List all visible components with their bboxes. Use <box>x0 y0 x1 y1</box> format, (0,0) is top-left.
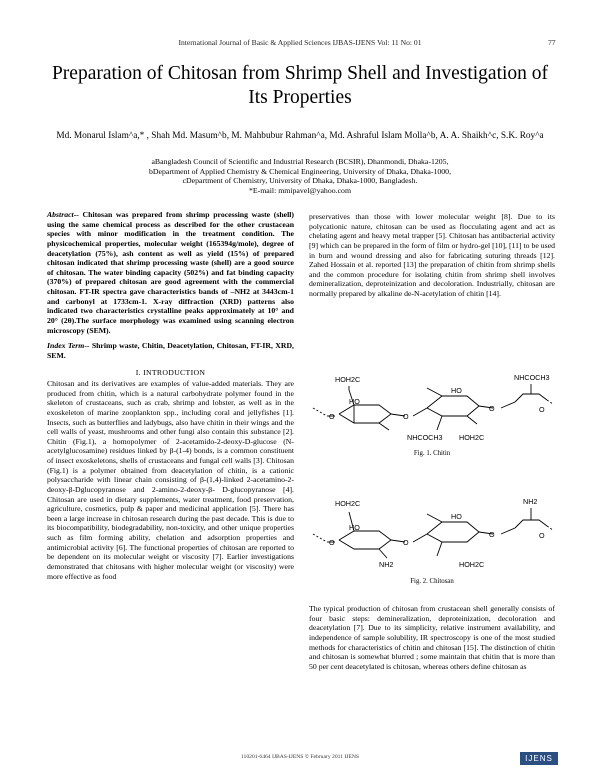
right-column <box>309 212 555 299</box>
affiliation-c: cDepartment of Chemistry, University of Dhaka, Dhaka-1000, Bangladesh. <box>182 176 418 186</box>
chitosan-label-nh2-top: NH2 <box>523 497 538 506</box>
affiliations <box>80 157 520 195</box>
chitosan-label-hoh2c-top: HOH2C <box>335 499 361 508</box>
abstract <box>47 210 294 335</box>
figure-chitosan <box>309 490 555 585</box>
section-heading: I. INTRODUCTION <box>135 368 206 378</box>
chitosan-structure-diagram <box>309 490 555 572</box>
right-paragraph-2: The typical production of chitosan from crustacean shell generally consists of four basic steps: demineralization, deproteinization, decoloration and deacetylation [7]. Due to its simplicity, relative instrument availability, and independence of sample solubility, IR spectroscopy is one of the most studied methods for characteristics of chitin and chitosan [15]. The distinction of chitin and chitosan is somewhat blurred ; some maintain that chitin that is more than 50 per cent deacetylated is chitosan, whereas others define chitosan as <box>309 604 555 671</box>
chitosan-label-o-1: O <box>329 538 335 547</box>
ijens-logo: IJENS <box>520 752 558 765</box>
figure-2-caption: Fig. 2. Chitosan <box>410 578 454 585</box>
chitin-label-o-4: O <box>539 405 545 414</box>
right-paragraph-1: preservatives than those with lower molecular weight [8]. Due to its polycationic nature, chitosan can be used as flocculating agent and act as chelating agent and heavy metal trapper [5]. Chitosan has antibacterial activity [9] which can be prepared in the form of film or hydro-gel [10], [11] to be used in burn and wound dressing and also for fabricating suturing threads [12]. Zahed Hossain et al. reported [13] the preparation of chitin from shrimp shells and the common procedure for isolating chitin from shrimp shell involves demineralization, deproteinization and decoloration. Industrially, chitosan are normally prepared by alkaline de-N-acetylation of chitin [14]. <box>309 212 555 298</box>
paper-title: Preparation of Chitosan from Shrimp Shell and Investigation of Its Properties <box>51 63 549 108</box>
chitin-label-o-2: O <box>403 412 409 421</box>
right-column-lower <box>309 604 555 671</box>
affiliation-a: aBangladesh Council of Scientific and Industrial Research (BCSIR), Dhanmondi, Dhaka-1205, <box>151 157 449 166</box>
chitin-label-nhcoch3-top: NHCOCH3 <box>514 373 550 382</box>
page-footer: 110201-6464 IJBAS-IJENS © February 2011 IJENS <box>240 754 360 760</box>
affiliation-b: bDepartment of Applied Chemistry & Chemical Engineering, University of Dhaka, Dhaka-1000, <box>148 166 452 176</box>
intro-paragraph: Chitosan and its derivatives are examples of value-added materials. They are produced from chitin, which is a natural carbohydrate polymer found in the skeleton of crustaceans, such as crab, shrimp and lobster, as well as in the exoskeleton of marine zooplankton spp., including coral and jellyfishes [1]. Insects, such as butterflies and ladybugs, also have chitin in their wings and the cell walls of yeast, mushrooms and other fungi also contain this substance [2]. Chitin (Fig.1), a homopolymer of 2-acetamido-2-deoxy-D-glucose (N-acetylglucosamine) residues linked by β-(1-4) bonds, is a common constituent of insect exoskeletons, shells of crustaceans and fungal cell walls [3]. Chitosan (Fig.1) is a polymer obtained from deacetylation of chitin, is a cationic polysaccharide with linear chain consisting of β-(1,4)-linked 2-acetamino-2-deoxy-β-Dglucopyranose and 2-amino-2-deoxy-β- D-glucopyranose [4]. Chitosan are used in dietary supplements, water treatment, food preservation, agriculture, cosmetics, pulp & paper and medicinal application [5]. There has been a large increase in chitosan research during the past decade. This is due to its biocompatibility, biodegradability, non-toxicity, and other unique properties such as film forming ability, chelation and adsorption properties and antimicrobial activity [6]. The functional properties of chitosan are reported to be dependent on its molecular weight or viscosity [7]. Earlier investigations demonstrated that chitosans with higher molecular weight (or viscosity) were more effective as food <box>47 379 294 581</box>
index-terms-text: Shrimp waste, Chitin, Deacetylation, Chitosan, FT-IR, XRD, SEM. <box>47 341 294 360</box>
chitin-label-o-1: O <box>329 412 335 421</box>
chitosan-label-o-2: O <box>403 538 409 547</box>
corresponding-email: *E-mail: mmipavel@yahoo.com <box>248 185 352 195</box>
chitin-label-hoh2c-top: HOH2C <box>335 375 361 384</box>
chitosan-label-o-3: O <box>489 530 495 539</box>
chitosan-label-o-4: O <box>539 531 545 540</box>
author-list: Md. Monarul Islam^a,* , Shah Md. Masum^b, M. Mahbubur Rahman^a, Md. Ashraful Islam Molla^b, A. A. Shaikh^c, S.K. Roy^a <box>56 131 544 141</box>
chitin-label-ho-left: HO <box>349 397 360 406</box>
chitin-structure-diagram <box>309 364 555 446</box>
figure-chitin <box>309 364 555 457</box>
index-terms <box>47 341 294 360</box>
chitin-label-o-3: O <box>489 404 495 413</box>
abstract-text: Chitosan was prepared from shrimp processing waste (shell) using the same chemical process as described for the other crustacean species with minor modification in the treatment condition. The physicochemical properties, molecular weight (165394g/mole), degree of deacetylation (75%), ash content as well as yield (15%) of prepared chitosan indicated that shrimp processing waste (shell) are a good source of chitosan. The water binding capacity (502%) and fat binding capacity (370%) of prepared chitosan are good agreement with the commercial chitosan. FT-IR spectra gave characteristics bands of –NH2 at 3443cm-1 and carbonyl at 1733cm-1. X-ray diffraction (XRD) patterns also indicated two characteristics crystalline peaks approximately at 10° and 20° (2θ).The surface morphology was examined using scanning electron microscopy (SEM). <box>47 210 295 335</box>
abstract-label: Abstract-- <box>47 210 79 219</box>
index-terms-label: Index Term-- <box>47 341 90 351</box>
chitin-label-nhcoch3-bottom: NHCOCH3 <box>407 433 443 442</box>
chitosan-label-hoh2c-bottom: HOH2C <box>459 560 485 569</box>
chitin-label-ho-right: HO <box>451 386 462 395</box>
left-column <box>47 210 294 581</box>
journal-header: International Journal of Basic & Applied Sciences IJBAS-IJENS Vol: 11 No: 01 <box>178 38 422 47</box>
page-number: 77 <box>548 38 556 47</box>
figure-1-caption: Fig. 1. Chitin <box>413 450 451 457</box>
chitosan-label-ho-left: HO <box>349 523 360 532</box>
chitin-label-hoh2c-bottom: HOH2C <box>459 433 485 442</box>
chitosan-label-nh2-bottom: NH2 <box>379 560 394 569</box>
chitosan-label-ho-right: HO <box>451 512 462 521</box>
